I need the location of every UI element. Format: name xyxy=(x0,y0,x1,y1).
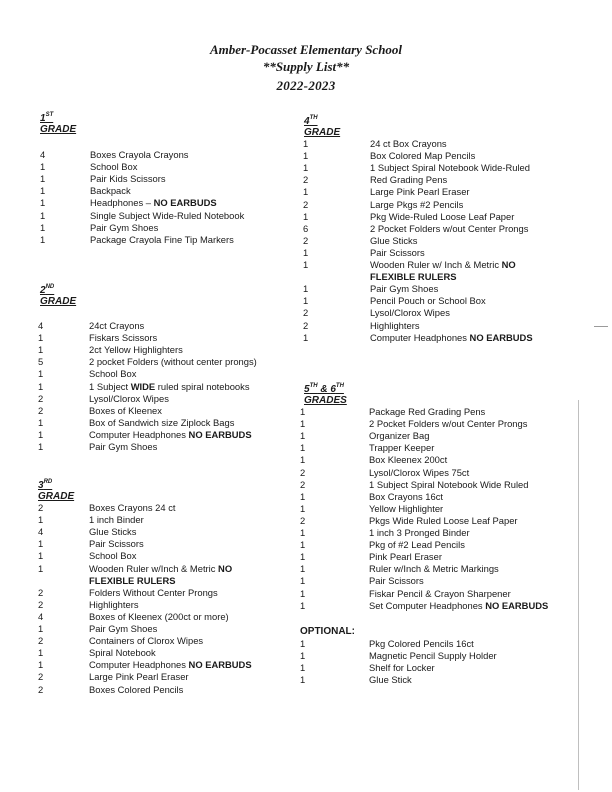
item-description: Set Computer Headphones NO EARBUDS xyxy=(369,599,549,611)
school-year: 2022-2023 xyxy=(276,78,336,93)
item-description: Pkgs Wide Ruled Loose Leaf Paper xyxy=(369,514,518,526)
item-quantity: 1 xyxy=(38,514,44,526)
item-quantity: 1 xyxy=(38,538,44,550)
item-quantity: 2 xyxy=(38,502,44,513)
item-quantity: 1 xyxy=(303,162,309,174)
grade2-heading: 2ND GRADE xyxy=(40,284,77,307)
item-quantity: 1 xyxy=(300,650,306,662)
item-description: Containers of Clorox Wipes xyxy=(89,635,204,647)
document-title: **Supply List** xyxy=(262,59,350,74)
item-quantity: 1 xyxy=(300,527,306,538)
item-quantity: 1 xyxy=(38,332,44,344)
item-quantity: 4 xyxy=(38,320,44,331)
item-description: 2ct Yellow Highlighters xyxy=(89,344,183,356)
item-quantity: 2 xyxy=(38,392,44,404)
item-description: Package Crayola Fine Tip Markers xyxy=(90,233,234,245)
item-description: 1 Subject WIDE ruled spiral notebooks xyxy=(89,380,250,392)
item-description: 2 pocket Folders (without center prongs) xyxy=(89,356,257,368)
item-description: Pink Pearl Eraser xyxy=(369,551,442,563)
item-description: Glue Sticks xyxy=(370,234,418,246)
item-description: Fiskars Scissors xyxy=(89,332,158,344)
item-quantity: 1 xyxy=(300,454,306,466)
item-quantity: 1 xyxy=(38,659,44,671)
item-quantity: 1 xyxy=(38,344,44,356)
item-description: Lysol/Clorox Wipes xyxy=(370,307,450,319)
item-description: 24ct Crayons xyxy=(89,320,145,331)
item-quantity: 1 xyxy=(303,186,309,198)
scan-mark xyxy=(594,326,608,327)
item-quantity: 1 xyxy=(300,551,306,563)
item-quantity: 1 xyxy=(303,210,309,222)
item-quantity: 2 xyxy=(303,174,309,186)
item-description: Yellow Highlighter xyxy=(369,502,444,514)
item-quantity: 1 xyxy=(303,246,309,258)
item-description: Pair Kids Scissors xyxy=(90,173,166,185)
item-quantity: 1 xyxy=(38,428,44,440)
item-quantity: 2 xyxy=(300,514,306,526)
item-quantity: 2 xyxy=(38,671,44,683)
item-quantity: 1 xyxy=(38,623,44,634)
item-quantity: 1 xyxy=(303,150,309,162)
item-quantity: 1 xyxy=(300,575,306,587)
item-quantity: 2 xyxy=(303,198,309,210)
item-quantity: 1 xyxy=(303,138,309,149)
item-quantity: 4 xyxy=(40,149,46,160)
item-quantity: 1 xyxy=(38,550,44,562)
item-description: Ruler w/Inch & Metric Markings xyxy=(369,563,499,575)
item-description: Boxes of Kleenex xyxy=(89,404,162,416)
item-quantity: 1 xyxy=(300,587,306,599)
item-description: Organizer Bag xyxy=(369,430,430,442)
optional-heading: OPTIONAL: xyxy=(300,626,355,637)
item-description: Lysol/Clorox Wipes 75ct xyxy=(369,466,470,478)
item-quantity: 1 xyxy=(38,441,44,452)
item-description: Pair Scissors xyxy=(369,575,424,587)
item-description: 2 Pocket Folders w/out Center Prongs xyxy=(370,222,529,234)
item-description: 1 inch 3 Pronged Binder xyxy=(369,527,470,538)
item-quantity: 1 xyxy=(300,662,306,674)
item-description: Large Pink Pearl Eraser xyxy=(370,186,470,198)
item-quantity: 1 xyxy=(300,539,306,551)
item-quantity: 1 xyxy=(40,233,46,245)
item-description: FLEXIBLE RULERS xyxy=(370,271,457,283)
item-description: Pair Scissors xyxy=(89,538,144,550)
item-description: Single Subject Wide-Ruled Notebook xyxy=(90,209,245,221)
item-description: Magnetic Pencil Supply Holder xyxy=(369,650,497,662)
item-quantity: 2 xyxy=(303,234,309,246)
item-description: Pair Gym Shoes xyxy=(90,221,159,233)
item-quantity: 1 xyxy=(300,430,306,442)
item-quantity: 1 xyxy=(303,283,309,295)
item-description: Box Colored Map Pencils xyxy=(370,150,476,162)
item-quantity: 4 xyxy=(38,610,44,622)
item-quantity: 4 xyxy=(38,526,44,538)
item-description: Large Pkgs #2 Pencils xyxy=(370,198,464,210)
item-description: School Box xyxy=(89,550,137,562)
item-quantity: 2 xyxy=(38,404,44,416)
item-description: Pair Scissors xyxy=(370,246,425,258)
item-description: Glue Sticks xyxy=(89,526,137,538)
item-description: FLEXIBLE RULERS xyxy=(89,574,176,586)
item-description: Lysol/Clorox Wipes xyxy=(89,392,169,404)
item-description: Backpack xyxy=(90,185,131,197)
grade3-heading: 3RD GRADE xyxy=(38,479,75,502)
item-description: Pkg of #2 Lead Pencils xyxy=(369,539,465,551)
item-description: 1 Subject Spiral Notebook Wide Ruled xyxy=(369,478,529,490)
item-description: 24 ct Box Crayons xyxy=(370,138,447,149)
item-description: Pencil Pouch or School Box xyxy=(370,295,486,307)
item-description: Computer Headphones NO EARBUDS xyxy=(89,659,252,671)
item-description: Fiskar Pencil & Crayon Sharpener xyxy=(369,587,511,599)
item-description: Pair Gym Shoes xyxy=(370,283,439,295)
item-quantity: 1 xyxy=(40,173,46,185)
item-quantity: 1 xyxy=(40,221,46,233)
item-quantity: 6 xyxy=(303,222,309,234)
item-quantity: 1 xyxy=(300,442,306,454)
item-description: 1 Subject Spiral Notebook Wide-Ruled xyxy=(370,162,530,174)
item-quantity: 1 xyxy=(38,562,44,574)
item-quantity: 2 xyxy=(303,307,309,319)
item-description: Computer Headphones NO EARBUDS xyxy=(89,428,252,440)
item-quantity: 1 xyxy=(38,368,44,380)
item-description: Box of Sandwich size Ziplock Bags xyxy=(89,416,235,428)
item-description: Pair Gym Shoes xyxy=(89,623,158,634)
item-quantity: 1 xyxy=(38,416,44,428)
item-quantity: 1 xyxy=(300,490,306,502)
item-description: Boxes Crayons 24 ct xyxy=(89,502,176,513)
item-description: Boxes Colored Pencils xyxy=(89,683,184,695)
item-quantity: 1 xyxy=(40,185,46,197)
item-description: Highlighters xyxy=(89,598,139,610)
item-description: Shelf for Locker xyxy=(369,662,435,674)
item-quantity: 1 xyxy=(300,563,306,575)
item-description: Boxes of Kleenex (200ct or more) xyxy=(89,610,229,622)
item-description: Pair Gym Shoes xyxy=(89,441,158,452)
item-quantity: 1 xyxy=(300,599,306,611)
item-quantity: 1 xyxy=(40,209,46,221)
item-description: Pkg Wide-Ruled Loose Leaf Paper xyxy=(370,210,515,222)
item-quantity: 1 xyxy=(300,418,306,430)
item-quantity: 2 xyxy=(38,586,44,598)
item-quantity: 2 xyxy=(300,478,306,490)
item-quantity: 1 xyxy=(38,380,44,392)
item-description: Folders Without Center Prongs xyxy=(89,586,218,598)
item-quantity: 1 xyxy=(303,259,309,270)
item-quantity: 2 xyxy=(38,683,44,695)
school-name: Amber-Pocasset Elementary School xyxy=(209,42,403,57)
grade4-heading: 4TH GRADE xyxy=(304,115,341,138)
item-quantity: 1 xyxy=(300,674,306,686)
item-description: 2 Pocket Folders w/out Center Prongs xyxy=(369,418,528,430)
item-description: Wooden Ruler w/Inch & Metric NO xyxy=(89,562,233,574)
item-quantity: 1 xyxy=(303,331,309,343)
item-description: School Box xyxy=(90,161,138,173)
item-description: Red Grading Pens xyxy=(370,174,448,186)
item-description: Glue Stick xyxy=(369,674,412,686)
item-quantity: 2 xyxy=(38,635,44,647)
item-quantity: 2 xyxy=(38,598,44,610)
item-quantity: 2 xyxy=(303,319,309,331)
item-description: Box Crayons 16ct xyxy=(369,490,443,502)
item-description: Highlighters xyxy=(370,319,420,331)
item-quantity: 1 xyxy=(40,161,46,173)
grade56-heading: 5TH & 6TH GRADES xyxy=(304,383,347,406)
scan-edge-line xyxy=(578,400,579,790)
item-quantity: 1 xyxy=(300,638,306,649)
item-description: School Box xyxy=(89,368,137,380)
item-description: Trapper Keeper xyxy=(369,442,435,454)
item-description: Spiral Notebook xyxy=(89,647,156,659)
item-quantity: 1 xyxy=(40,197,46,209)
item-quantity: 1 xyxy=(300,502,306,514)
item-description: Pkg Colored Pencils 16ct xyxy=(369,638,474,649)
item-description: Wooden Ruler w/ Inch & Metric NO xyxy=(370,259,516,270)
grade1-heading: 1ST GRADE xyxy=(40,112,77,135)
item-quantity: 5 xyxy=(38,356,44,368)
item-description: Computer Headphones NO EARBUDS xyxy=(370,331,533,343)
item-description: Boxes Crayola Crayons xyxy=(90,149,189,160)
item-description: Large Pink Pearl Eraser xyxy=(89,671,189,683)
item-quantity: 1 xyxy=(303,295,309,307)
item-description: 1 inch Binder xyxy=(89,514,144,526)
item-quantity: 1 xyxy=(300,406,306,417)
item-quantity: 2 xyxy=(300,466,306,478)
item-description: Box Kleenex 200ct xyxy=(369,454,448,466)
item-quantity: 1 xyxy=(38,647,44,659)
item-description: Headphones – NO EARBUDS xyxy=(90,197,217,209)
item-description: Package Red Grading Pens xyxy=(369,406,486,417)
